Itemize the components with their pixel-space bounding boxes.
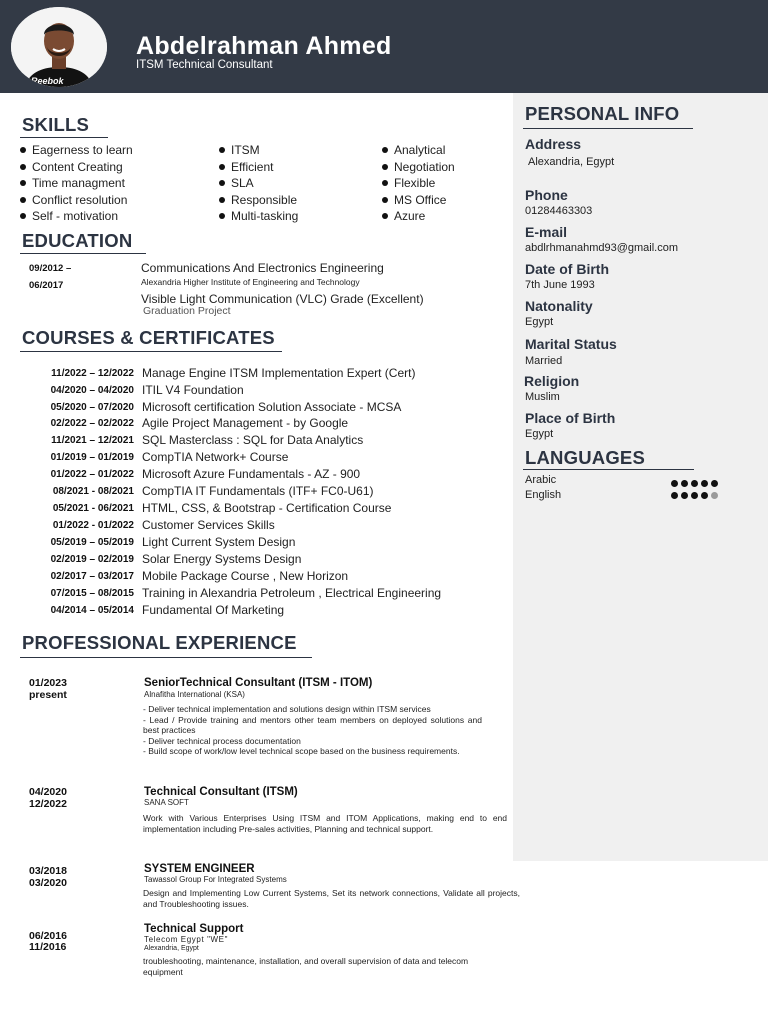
course-name: CompTIA Network+ Course xyxy=(142,450,289,464)
skill-item: Responsible xyxy=(219,193,297,207)
candidate-name: Abdelrahman Ahmed xyxy=(136,32,392,60)
bullet-icon xyxy=(382,164,388,170)
course-date: 01/2022 - 01/2022 xyxy=(52,520,134,531)
course-date: 08/2021 - 08/2021 xyxy=(52,486,134,497)
course-name: HTML, CSS, & Bootstrap - Certification Course xyxy=(142,501,392,515)
course-date: 01/2022 – 01/2022 xyxy=(50,469,134,480)
proficiency-dot xyxy=(691,492,698,499)
course-name: Agile Project Management - by Google xyxy=(142,416,349,430)
course-name: Microsoft Azure Fundamentals - AZ - 900 xyxy=(142,467,361,481)
bullet-icon xyxy=(20,180,26,186)
education-date-start: 09/2012 – xyxy=(29,263,72,274)
avatar xyxy=(11,7,107,87)
course-name: Solar Energy Systems Design xyxy=(142,552,302,566)
experience-date-end: present xyxy=(29,689,67,701)
personal-info-rule xyxy=(523,128,693,129)
experience-role: Technical Consultant (ITSM) xyxy=(144,786,298,798)
proficiency-dot xyxy=(671,480,678,487)
experience-org-location: Alexandria, Egypt xyxy=(144,945,199,952)
address-value: Alexandria, Egypt xyxy=(528,156,615,168)
course-date: 04/2020 – 04/2020 xyxy=(50,385,134,396)
proficiency-dot xyxy=(671,492,678,499)
education-institute: Alexandria Higher Institute of Engineering and Technology xyxy=(141,277,360,287)
phone-value: 01284463303 xyxy=(525,205,593,217)
languages-rule xyxy=(523,469,694,470)
course-date: 11/2022 – 12/2022 xyxy=(51,368,134,379)
course-date: 05/2021 - 06/2021 xyxy=(52,503,134,514)
education-date-end: 06/2017 xyxy=(29,280,64,291)
skill-item: Conflict resolution xyxy=(20,193,127,207)
experience-date-end: 03/2020 xyxy=(29,877,67,889)
course-row xyxy=(10,552,500,569)
bullet-icon xyxy=(382,147,388,153)
skill-item: Flexible xyxy=(382,176,435,190)
personal-info-heading: PERSONAL INFO xyxy=(525,103,680,124)
course-name: Training in Alexandria Petroleum , Electrical Engineering xyxy=(142,586,442,600)
course-row xyxy=(10,400,500,417)
courses-rule xyxy=(20,351,282,352)
proficiency-dot xyxy=(701,492,708,499)
skill-item: Negotiation xyxy=(382,160,455,174)
course-name: Manage Engine ITSM Implementation Expert (Cert) xyxy=(142,366,416,380)
experience-description: - Deliver technical implementation and solutions design within ITSM services - Lead / Provide training and mentors other team members on deployed solutions and best practices - Deliver technical process documentation - Build scope of work/low level technical scope based on the business requirements. xyxy=(143,704,482,756)
languages-heading: LANGUAGES xyxy=(525,447,645,468)
experience-description: troubleshooting, maintenance, installation, and overall supervision of data and telecom equipment xyxy=(143,956,469,977)
proficiency-dot xyxy=(711,480,718,487)
course-name: Fundamental Of Marketing xyxy=(142,603,285,617)
skill-item: SLA xyxy=(219,176,254,190)
course-name: ITIL V4 Foundation xyxy=(142,383,244,397)
phone-label: Phone xyxy=(525,187,568,203)
experience-date-start: 06/2016 xyxy=(29,930,67,942)
course-name: Microsoft certification Solution Associate - MCSA xyxy=(142,400,402,414)
experience-description: Work with Various Enterprises Using ITSM and ITOM Applications, making end to end implementation including Pre-sales activities, Planning and technical support. xyxy=(143,813,507,834)
dob-label: Date of Birth xyxy=(525,261,609,277)
course-name: Mobile Package Course , New Horizon xyxy=(142,569,349,583)
experience-role: Technical Support xyxy=(144,923,244,935)
skill-item: Eagerness to learn xyxy=(20,143,133,157)
experience-role: SYSTEM ENGINEER xyxy=(144,863,255,875)
course-date: 02/2022 – 02/2022 xyxy=(50,418,134,429)
bullet-icon xyxy=(20,213,26,219)
religion-value: Muslim xyxy=(525,391,560,403)
language-level-english xyxy=(671,492,721,499)
course-date: 05/2020 – 07/2020 xyxy=(50,402,134,413)
experience-date-start: 04/2020 xyxy=(29,786,67,798)
education-heading: EDUCATION xyxy=(22,230,133,251)
course-name: SQL Masterclass : SQL for Data Analytics xyxy=(142,433,364,447)
bullet-icon xyxy=(219,180,225,186)
course-date: 05/2019 – 05/2019 xyxy=(50,537,134,548)
course-row xyxy=(10,450,500,467)
email-label: E-mail xyxy=(525,224,568,240)
skill-item: Self - motivation xyxy=(20,209,118,223)
shirt-logo: Reebok xyxy=(31,76,64,86)
language-level-arabic xyxy=(671,480,721,487)
bullet-icon xyxy=(219,197,225,203)
course-row xyxy=(10,383,500,400)
dob-value: 7th June 1993 xyxy=(525,279,595,291)
marital-status-value: Married xyxy=(525,355,563,367)
skill-item: Analytical xyxy=(382,143,445,157)
course-row xyxy=(10,366,500,383)
experience-date-end: 11/2016 xyxy=(29,941,67,953)
proficiency-dot xyxy=(681,480,688,487)
skill-item: Content Creating xyxy=(20,160,123,174)
experience-rule xyxy=(20,657,312,658)
bullet-icon xyxy=(219,213,225,219)
bullet-icon xyxy=(20,164,26,170)
education-degree: Communications And Electronics Engineering xyxy=(141,261,384,275)
education-project: Visible Light Communication (VLC) Grade (Excellent) xyxy=(141,292,424,306)
place-of-birth-value: Egypt xyxy=(525,428,554,440)
bullet-icon xyxy=(382,180,388,186)
skill-item: Multi-tasking xyxy=(219,209,298,223)
header-banner xyxy=(0,0,768,93)
course-date: 11/2021 – 12/2021 xyxy=(51,435,134,446)
experience-date-end: 12/2022 xyxy=(29,798,67,810)
candidate-title: ITSM Technical Consultant xyxy=(136,59,273,71)
course-row xyxy=(10,603,500,620)
skills-heading: SKILLS xyxy=(22,114,89,135)
course-date: 02/2017 – 03/2017 xyxy=(50,571,134,582)
proficiency-dot xyxy=(681,492,688,499)
marital-status-label: Marital Status xyxy=(525,336,617,352)
religion-label: Religion xyxy=(524,373,580,389)
course-row xyxy=(10,518,500,535)
course-name: Light Current System Design xyxy=(142,535,296,549)
education-project-note: Graduation Project xyxy=(143,305,231,317)
bullet-icon xyxy=(219,147,225,153)
proficiency-dot xyxy=(691,480,698,487)
bullet-icon xyxy=(382,197,388,203)
bullet-icon xyxy=(20,197,26,203)
course-date: 01/2019 – 01/2019 xyxy=(50,452,134,463)
experience-date-start: 03/2018 xyxy=(29,865,67,877)
course-date: 07/2015 – 08/2015 xyxy=(50,588,134,599)
profile-photo xyxy=(11,7,107,87)
course-row xyxy=(10,467,500,484)
experience-role: SeniorTechnical Consultant (ITSM - ITOM) xyxy=(144,677,373,689)
email-value: abdlrhmanahmd93@gmail.com xyxy=(525,242,679,254)
course-row xyxy=(10,586,500,603)
language-name: English xyxy=(525,489,562,501)
education-rule xyxy=(20,253,146,254)
course-row xyxy=(10,535,500,552)
address-label: Address xyxy=(525,136,582,152)
proficiency-dot xyxy=(701,480,708,487)
language-name: Arabic xyxy=(525,474,557,486)
bullet-icon xyxy=(20,147,26,153)
skills-rule xyxy=(20,137,108,138)
experience-org: Telecom Egypt "WE" xyxy=(144,935,229,944)
course-row xyxy=(10,416,500,433)
experience-heading: PROFESSIONAL EXPERIENCE xyxy=(22,632,297,653)
course-row xyxy=(10,569,500,586)
nationality-value: Egypt xyxy=(525,316,554,328)
bullet-icon xyxy=(219,164,225,170)
course-row xyxy=(10,501,500,518)
skill-item: Time managment xyxy=(20,176,125,190)
skill-item: MS Office xyxy=(382,193,446,207)
bullet-icon xyxy=(382,213,388,219)
nationality-label: Natonality xyxy=(525,298,593,314)
course-name: Customer Services Skills xyxy=(142,518,275,532)
experience-org: Tawassol Group For Integrated Systems xyxy=(144,875,287,884)
courses-heading: COURSES & CERTIFICATES xyxy=(22,327,275,348)
skill-item: ITSM xyxy=(219,143,260,157)
course-row xyxy=(10,484,500,501)
experience-date-start: 01/2023 xyxy=(29,677,67,689)
experience-org: SANA SOFT xyxy=(144,798,189,807)
proficiency-dot xyxy=(711,492,718,499)
place-of-birth-label: Place of Birth xyxy=(525,410,616,426)
course-date: 02/2019 – 02/2019 xyxy=(50,554,134,565)
experience-description: Design and Implementing Low Current Systems, Set its network connections, Validate all projects, and Troubleshooting issues. xyxy=(143,888,520,909)
course-date: 04/2014 – 05/2014 xyxy=(50,605,134,616)
course-row xyxy=(10,433,500,450)
skill-item: Efficient xyxy=(219,160,273,174)
experience-org: Alnafitha International (KSA) xyxy=(144,690,245,699)
skill-item: Azure xyxy=(382,209,425,223)
course-name: CompTIA IT Fundamentals (ITF+ FC0-U61) xyxy=(142,484,374,498)
